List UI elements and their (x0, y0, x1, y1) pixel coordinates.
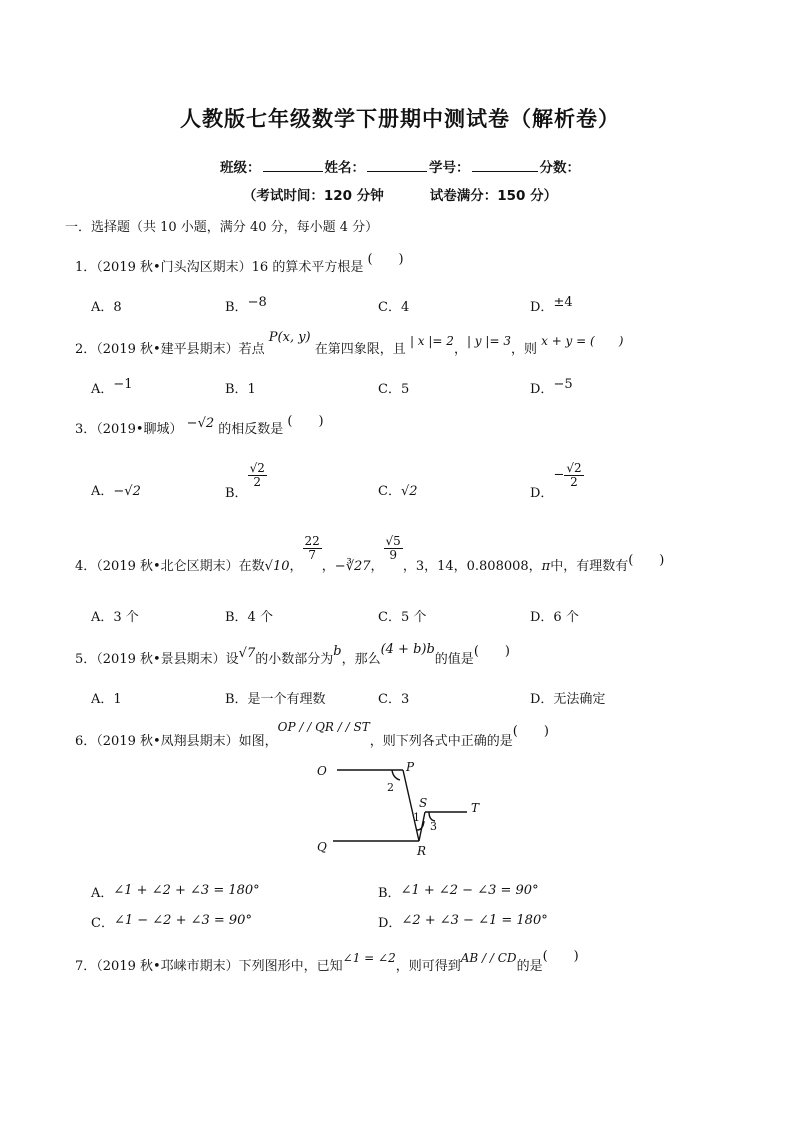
q4-sep2: ， (321, 558, 335, 574)
label-t: T (471, 801, 480, 815)
q3-neg-sqrt2: −√2 (186, 416, 215, 431)
q4-stem-b: ，3，14，0.808008， (402, 558, 542, 574)
q4-sep1: ， (289, 558, 303, 574)
question-6 (75, 720, 549, 749)
q3-option-a-label: A． (91, 484, 114, 499)
q2-option-a-value: −1 (113, 377, 133, 392)
q6-stem-a: 6．（2019 秋•凤翔县期末）如图， (75, 734, 278, 749)
name-label: 姓名： (324, 160, 365, 176)
q2-point: P(x, y) (268, 330, 311, 345)
q6-option-d[interactable] (378, 912, 548, 931)
q3-stem-b: 的相反数是 (218, 422, 284, 437)
label-angle-1: 1 (413, 811, 420, 824)
q4-cbrt27: −∛27 (334, 558, 371, 574)
q5-stem-a: 5．（2019 秋•景县期末）设 (75, 652, 239, 667)
q4-fraction-sqrt5-9 (384, 535, 403, 561)
q4-option-b[interactable]: B．4 个 (225, 610, 273, 625)
q4-fraction2-den: 9 (389, 547, 397, 562)
q6-option-a-label: A． (91, 886, 114, 901)
q2-comma: ， (453, 342, 467, 357)
q7-answer-paren: ( ) (542, 949, 579, 964)
page-title: 人教版七年级数学下册期中测试卷（解析卷） (180, 107, 620, 131)
q3-option-c-label: C． (378, 484, 401, 499)
q1-option-d-label: D． (530, 300, 554, 315)
q6-option-c-label: C． (91, 916, 114, 931)
q2-option-a[interactable] (91, 378, 133, 397)
q2-option-d[interactable] (530, 378, 573, 397)
q3-stem-a: 3．（2019•聊城） (75, 422, 183, 437)
q7-condition: ∠1 = ∠2 (342, 951, 396, 965)
q2-abs-y: | y |= 3 (466, 334, 511, 348)
q7-stem-c: 的是 (516, 959, 543, 974)
exam-meta (0, 184, 800, 204)
label-s: S (419, 796, 428, 810)
angle-2-arc (392, 770, 400, 780)
q4-stem-a: 4．（2019 秋•北仑区期末）在数 (75, 558, 265, 574)
q1-stem: 1．（2019 秋•门头沟区期末）16 的算术平方根是 (75, 260, 364, 275)
q6-stem-b: ，则下列各式中正确的是 (369, 734, 513, 749)
q4-sqrt10: √10 (264, 558, 290, 574)
q3-option-b-fraction (248, 462, 267, 488)
q3-option-d-minus: − (553, 467, 565, 483)
q1-option-b-label: B． (225, 300, 248, 315)
q7-stem-a: 7．（2019 秋•邛崃市期末）下列图形中，已知 (75, 959, 343, 974)
q5-option-c[interactable]: C．3 (378, 692, 410, 707)
q3-option-a[interactable] (91, 462, 141, 499)
label-angle-3: 3 (430, 820, 437, 833)
q5-var-b: b (333, 644, 342, 659)
id-label: 学号： (429, 160, 470, 176)
q5-option-b[interactable]: B．是一个有理数 (225, 692, 326, 707)
section-heading: 一．选择题（共 10 小题，满分 40 分，每小题 4 分） (65, 220, 379, 235)
q6-option-b-label: B． (378, 886, 401, 901)
q1-option-b-value: −8 (247, 295, 267, 310)
question-3 (75, 414, 324, 437)
label-o: O (317, 764, 327, 778)
q3-option-b-den: 2 (253, 474, 262, 489)
q2-stem-c: ，则 (510, 342, 537, 357)
q1-answer-paren: ( ) (367, 252, 404, 267)
question-1 (75, 252, 404, 275)
q6-option-c[interactable] (91, 912, 252, 931)
q1-option-b[interactable] (225, 296, 267, 315)
name-blank[interactable] (367, 159, 427, 172)
question-4 (75, 534, 665, 574)
question-5 (75, 642, 510, 667)
q3-answer-paren: ( ) (287, 414, 324, 429)
q5-stem-b: 的小数部分为 (255, 652, 334, 667)
q3-option-d-label: D． (530, 485, 554, 501)
q6-option-a[interactable] (91, 882, 260, 901)
q2-option-d-label: D． (530, 382, 554, 397)
question-7 (75, 949, 579, 974)
q4-fraction-22-7 (303, 535, 322, 561)
q4-fraction2-num: √5 (385, 534, 401, 548)
q6-answer-paren: ( ) (512, 724, 549, 739)
q3-option-d-den: 2 (570, 474, 578, 489)
q3-option-d-num: √2 (566, 461, 582, 475)
q5-sqrt7: √7 (238, 646, 256, 661)
q3-option-d-fraction (564, 462, 583, 488)
q1-option-d[interactable] (530, 296, 573, 315)
q4-option-a[interactable]: A．3 个 (91, 610, 139, 625)
class-blank[interactable] (263, 159, 323, 172)
q5-expression: (4 + b)b (380, 642, 435, 657)
question-2 (75, 330, 624, 357)
q1-option-c[interactable]: C．4 (378, 300, 410, 315)
class-label: 班级： (220, 160, 261, 176)
label-r: R (417, 844, 427, 858)
q6-option-c-value: ∠1 − ∠2 + ∠3 = 90° (113, 913, 252, 928)
id-blank[interactable] (472, 159, 538, 172)
q4-fraction-num: 22 (304, 534, 320, 548)
q4-fraction-den: 7 (308, 547, 316, 562)
score-label: 分数： (539, 160, 580, 176)
q3-option-c[interactable] (378, 462, 418, 499)
q2-abs-x: | x |= 2 (409, 334, 454, 348)
q4-option-c[interactable]: C．5 个 (378, 610, 427, 625)
q6-option-d-label: D． (378, 916, 402, 931)
q2-expression: x + y = ( ) (541, 334, 624, 348)
q3-option-a-value: −√2 (113, 484, 141, 499)
q6-option-b[interactable] (378, 882, 539, 901)
q6-option-b-value: ∠1 + ∠2 − ∠3 = 90° (400, 883, 539, 898)
q2-option-c[interactable]: C．5 (378, 382, 410, 397)
q6-parallel-lines-figure (305, 760, 495, 860)
label-q: Q (317, 840, 327, 854)
q4-option-d[interactable]: D．6 个 (530, 610, 579, 625)
q2-option-b[interactable]: B．1 (225, 382, 256, 397)
q2-stem-a: 2．（2019 秋•建平县期末）若点 (75, 342, 265, 357)
q1-option-d-value: ±4 (553, 295, 573, 310)
q1-option-a[interactable]: A．8 (91, 300, 122, 315)
q3-option-b[interactable] (225, 461, 267, 501)
label-angle-2: 2 (387, 781, 394, 794)
label-p: P (406, 760, 415, 774)
q6-parallel: OP / / QR / / ST (277, 720, 370, 734)
q4-pi: π (541, 558, 551, 574)
q2-option-d-value: −5 (553, 377, 573, 392)
q2-option-a-label: A． (91, 382, 114, 397)
q4-answer-paren: ( ) (628, 552, 665, 568)
q4-stem-c: 中，有理数有 (550, 558, 629, 574)
q3-option-d[interactable] (530, 461, 584, 501)
q2-stem-b: 在第四象限，且 (314, 342, 406, 357)
q6-option-d-value: ∠2 + ∠3 − ∠1 = 180° (401, 913, 548, 928)
q3-option-c-value: √2 (400, 484, 418, 499)
line-pr (403, 770, 419, 841)
q5-stem-c: ，那么 (341, 652, 381, 667)
q7-stem-b: ，则可得到 (395, 959, 461, 974)
q3-option-b-label: B． (225, 485, 248, 501)
exam-full-score: 试卷满分：150 分） (429, 188, 558, 204)
q4-sep3: ， (370, 558, 384, 574)
q3-option-b-num: √2 (249, 461, 265, 475)
q7-conclusion: AB / / CD (460, 951, 517, 965)
q5-option-d[interactable]: D．无法确定 (530, 692, 606, 707)
q5-answer-paren: ( ) (473, 644, 510, 659)
student-info-line (0, 156, 800, 176)
q5-stem-d: 的值是 (434, 652, 474, 667)
q5-option-a[interactable]: A．1 (91, 692, 122, 707)
q6-option-a-value: ∠1 + ∠2 + ∠3 = 180° (113, 883, 260, 898)
exam-time: （考试时间：120 分钟 (242, 188, 384, 204)
